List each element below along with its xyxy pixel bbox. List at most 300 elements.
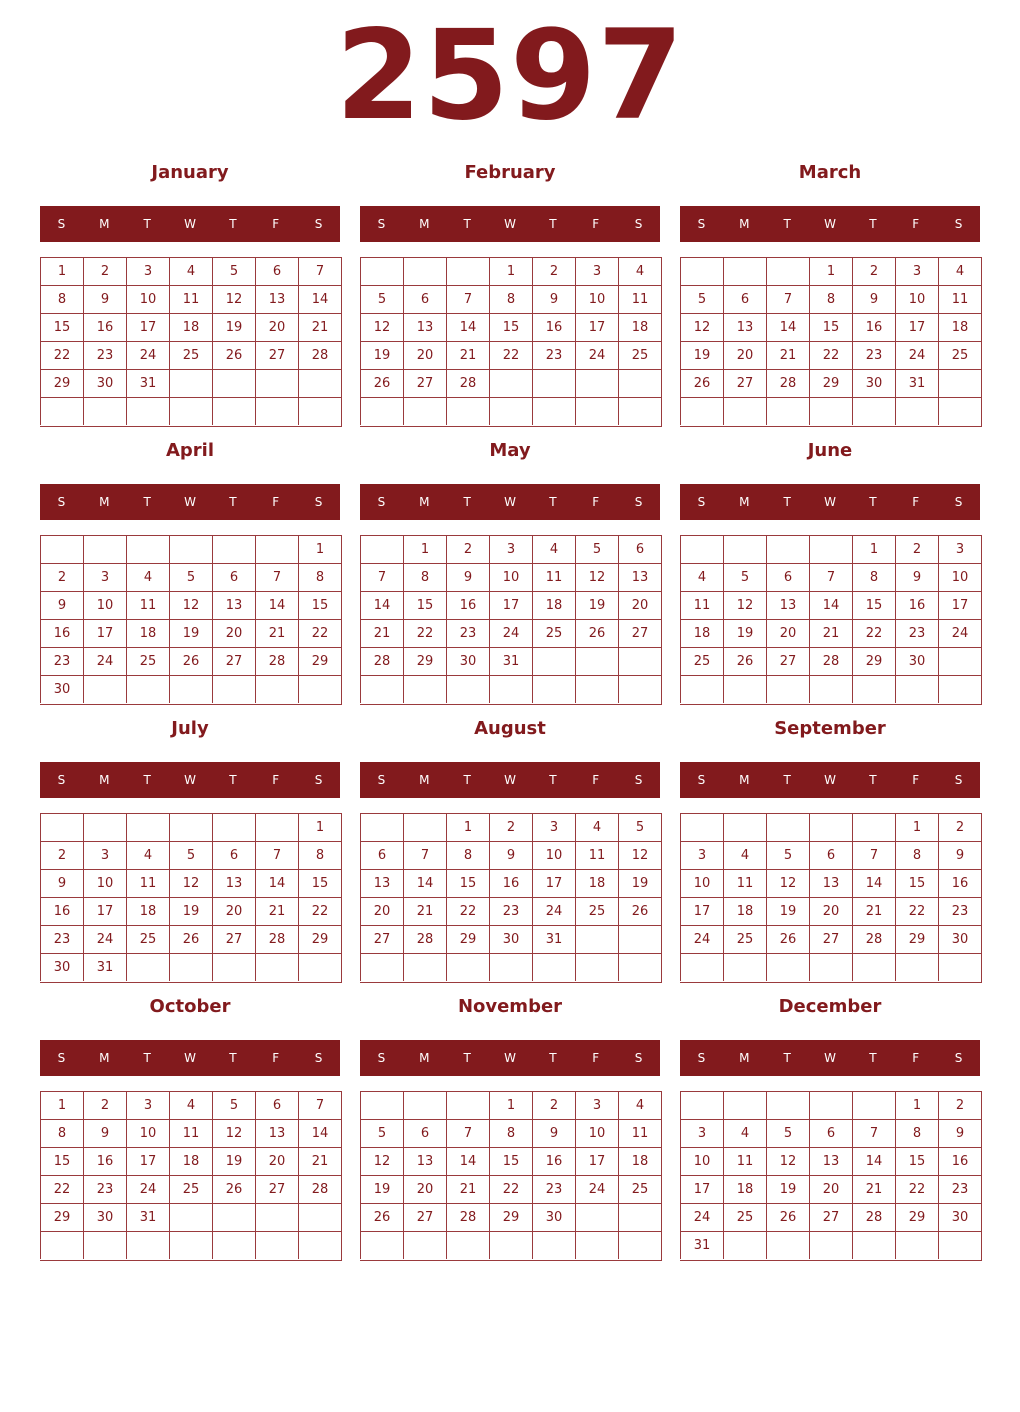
day-cell[interactable]: 1 <box>809 257 852 285</box>
day-cell[interactable]: 6 <box>403 285 446 313</box>
day-cell[interactable]: 5 <box>212 1091 255 1119</box>
day-cell[interactable]: 11 <box>126 869 169 897</box>
day-cell[interactable]: 3 <box>83 841 126 869</box>
day-cell[interactable]: 27 <box>212 647 255 675</box>
day-cell[interactable]: 27 <box>403 1203 446 1231</box>
day-cell[interactable]: 16 <box>83 313 126 341</box>
day-cell[interactable]: 12 <box>360 313 403 341</box>
day-cell[interactable]: 25 <box>723 1203 766 1231</box>
day-cell[interactable]: 25 <box>126 647 169 675</box>
day-cell[interactable]: 26 <box>618 897 661 925</box>
day-cell[interactable]: 14 <box>446 313 489 341</box>
day-cell[interactable]: 14 <box>852 1147 895 1175</box>
day-cell[interactable]: 10 <box>489 563 532 591</box>
day-cell[interactable]: 26 <box>169 647 212 675</box>
day-cell[interactable]: 23 <box>852 341 895 369</box>
day-cell[interactable]: 2 <box>40 563 83 591</box>
day-cell[interactable]: 15 <box>446 869 489 897</box>
day-cell[interactable]: 21 <box>446 1175 489 1203</box>
day-cell[interactable]: 13 <box>766 591 809 619</box>
day-cell[interactable]: 28 <box>446 1203 489 1231</box>
day-cell[interactable]: 10 <box>895 285 938 313</box>
day-cell[interactable]: 7 <box>403 841 446 869</box>
day-cell[interactable]: 12 <box>766 1147 809 1175</box>
day-cell[interactable]: 7 <box>298 1091 341 1119</box>
day-cell[interactable]: 31 <box>489 647 532 675</box>
day-cell[interactable]: 20 <box>255 1147 298 1175</box>
day-cell[interactable]: 7 <box>446 1119 489 1147</box>
day-cell[interactable]: 4 <box>126 841 169 869</box>
day-cell[interactable]: 17 <box>938 591 981 619</box>
day-cell[interactable]: 2 <box>83 257 126 285</box>
day-cell[interactable]: 8 <box>895 841 938 869</box>
day-cell[interactable]: 20 <box>766 619 809 647</box>
day-cell[interactable]: 22 <box>852 619 895 647</box>
day-cell[interactable]: 26 <box>766 925 809 953</box>
day-cell[interactable]: 13 <box>403 1147 446 1175</box>
day-cell[interactable]: 15 <box>852 591 895 619</box>
day-cell[interactable]: 11 <box>169 285 212 313</box>
day-cell[interactable]: 23 <box>489 897 532 925</box>
day-cell[interactable]: 24 <box>680 1203 723 1231</box>
day-cell[interactable]: 6 <box>212 563 255 591</box>
day-cell[interactable]: 19 <box>169 619 212 647</box>
day-cell[interactable]: 4 <box>575 813 618 841</box>
day-cell[interactable]: 16 <box>938 869 981 897</box>
day-cell[interactable]: 18 <box>575 869 618 897</box>
day-cell[interactable]: 23 <box>40 925 83 953</box>
day-cell[interactable]: 11 <box>532 563 575 591</box>
day-cell[interactable]: 3 <box>126 1091 169 1119</box>
day-cell[interactable]: 9 <box>532 1119 575 1147</box>
day-cell[interactable]: 5 <box>169 841 212 869</box>
day-cell[interactable]: 7 <box>852 841 895 869</box>
day-cell[interactable]: 31 <box>680 1231 723 1259</box>
day-cell[interactable]: 6 <box>255 257 298 285</box>
day-cell[interactable]: 21 <box>298 1147 341 1175</box>
day-cell[interactable]: 25 <box>126 925 169 953</box>
day-cell[interactable]: 9 <box>532 285 575 313</box>
day-cell[interactable]: 14 <box>403 869 446 897</box>
day-cell[interactable]: 20 <box>618 591 661 619</box>
day-cell[interactable]: 31 <box>126 369 169 397</box>
day-cell[interactable]: 9 <box>40 591 83 619</box>
day-cell[interactable]: 13 <box>809 1147 852 1175</box>
day-cell[interactable]: 20 <box>809 1175 852 1203</box>
day-cell[interactable]: 30 <box>938 925 981 953</box>
day-cell[interactable]: 4 <box>723 1119 766 1147</box>
day-cell[interactable]: 22 <box>298 619 341 647</box>
day-cell[interactable]: 28 <box>766 369 809 397</box>
day-cell[interactable]: 23 <box>83 341 126 369</box>
day-cell[interactable]: 16 <box>938 1147 981 1175</box>
day-cell[interactable]: 17 <box>575 1147 618 1175</box>
day-cell[interactable]: 26 <box>723 647 766 675</box>
day-cell[interactable]: 8 <box>489 285 532 313</box>
day-cell[interactable]: 10 <box>575 1119 618 1147</box>
day-cell[interactable]: 24 <box>680 925 723 953</box>
day-cell[interactable]: 22 <box>489 1175 532 1203</box>
day-cell[interactable]: 31 <box>895 369 938 397</box>
day-cell[interactable]: 8 <box>403 563 446 591</box>
day-cell[interactable]: 21 <box>766 341 809 369</box>
day-cell[interactable]: 16 <box>532 313 575 341</box>
day-cell[interactable]: 30 <box>40 675 83 703</box>
day-cell[interactable]: 23 <box>938 1175 981 1203</box>
day-cell[interactable]: 1 <box>40 257 83 285</box>
day-cell[interactable]: 24 <box>126 341 169 369</box>
day-cell[interactable]: 11 <box>723 1147 766 1175</box>
day-cell[interactable]: 28 <box>360 647 403 675</box>
day-cell[interactable]: 28 <box>852 1203 895 1231</box>
day-cell[interactable]: 4 <box>618 257 661 285</box>
day-cell[interactable]: 8 <box>852 563 895 591</box>
day-cell[interactable]: 21 <box>255 619 298 647</box>
day-cell[interactable]: 13 <box>723 313 766 341</box>
day-cell[interactable]: 22 <box>809 341 852 369</box>
day-cell[interactable]: 15 <box>298 869 341 897</box>
day-cell[interactable]: 15 <box>403 591 446 619</box>
day-cell[interactable]: 12 <box>169 591 212 619</box>
day-cell[interactable]: 18 <box>618 1147 661 1175</box>
day-cell[interactable]: 14 <box>255 591 298 619</box>
day-cell[interactable]: 16 <box>40 897 83 925</box>
day-cell[interactable]: 13 <box>212 869 255 897</box>
day-cell[interactable]: 13 <box>360 869 403 897</box>
day-cell[interactable]: 3 <box>895 257 938 285</box>
day-cell[interactable]: 19 <box>575 591 618 619</box>
day-cell[interactable]: 12 <box>680 313 723 341</box>
day-cell[interactable]: 5 <box>169 563 212 591</box>
day-cell[interactable]: 18 <box>618 313 661 341</box>
day-cell[interactable]: 4 <box>618 1091 661 1119</box>
day-cell[interactable]: 30 <box>895 647 938 675</box>
day-cell[interactable]: 7 <box>255 841 298 869</box>
day-cell[interactable]: 8 <box>40 1119 83 1147</box>
day-cell[interactable]: 28 <box>403 925 446 953</box>
day-cell[interactable]: 29 <box>40 369 83 397</box>
day-cell[interactable]: 28 <box>255 925 298 953</box>
day-cell[interactable]: 26 <box>360 369 403 397</box>
day-cell[interactable]: 10 <box>126 285 169 313</box>
day-cell[interactable]: 23 <box>895 619 938 647</box>
day-cell[interactable]: 30 <box>938 1203 981 1231</box>
day-cell[interactable]: 22 <box>40 341 83 369</box>
day-cell[interactable]: 9 <box>489 841 532 869</box>
day-cell[interactable]: 18 <box>532 591 575 619</box>
day-cell[interactable]: 26 <box>169 925 212 953</box>
day-cell[interactable]: 2 <box>895 535 938 563</box>
day-cell[interactable]: 27 <box>809 925 852 953</box>
day-cell[interactable]: 21 <box>852 1175 895 1203</box>
day-cell[interactable]: 20 <box>360 897 403 925</box>
day-cell[interactable]: 15 <box>40 313 83 341</box>
day-cell[interactable]: 3 <box>680 1119 723 1147</box>
day-cell[interactable]: 27 <box>809 1203 852 1231</box>
day-cell[interactable]: 15 <box>809 313 852 341</box>
day-cell[interactable]: 19 <box>766 1175 809 1203</box>
day-cell[interactable]: 13 <box>403 313 446 341</box>
day-cell[interactable]: 3 <box>575 257 618 285</box>
day-cell[interactable]: 5 <box>618 813 661 841</box>
day-cell[interactable]: 18 <box>723 897 766 925</box>
day-cell[interactable]: 10 <box>575 285 618 313</box>
day-cell[interactable]: 15 <box>895 869 938 897</box>
day-cell[interactable]: 1 <box>895 813 938 841</box>
day-cell[interactable]: 20 <box>255 313 298 341</box>
day-cell[interactable]: 9 <box>446 563 489 591</box>
day-cell[interactable]: 27 <box>255 341 298 369</box>
day-cell[interactable]: 28 <box>298 1175 341 1203</box>
day-cell[interactable]: 19 <box>680 341 723 369</box>
day-cell[interactable]: 27 <box>403 369 446 397</box>
day-cell[interactable]: 1 <box>298 813 341 841</box>
day-cell[interactable]: 8 <box>40 285 83 313</box>
day-cell[interactable]: 21 <box>809 619 852 647</box>
day-cell[interactable]: 2 <box>489 813 532 841</box>
day-cell[interactable]: 26 <box>766 1203 809 1231</box>
day-cell[interactable]: 28 <box>298 341 341 369</box>
day-cell[interactable]: 13 <box>618 563 661 591</box>
day-cell[interactable]: 29 <box>852 647 895 675</box>
day-cell[interactable]: 1 <box>852 535 895 563</box>
day-cell[interactable]: 10 <box>83 591 126 619</box>
day-cell[interactable]: 21 <box>360 619 403 647</box>
day-cell[interactable]: 21 <box>298 313 341 341</box>
day-cell[interactable]: 4 <box>938 257 981 285</box>
day-cell[interactable]: 28 <box>852 925 895 953</box>
day-cell[interactable]: 3 <box>489 535 532 563</box>
day-cell[interactable]: 27 <box>212 925 255 953</box>
day-cell[interactable]: 24 <box>575 1175 618 1203</box>
day-cell[interactable]: 2 <box>938 1091 981 1119</box>
day-cell[interactable]: 2 <box>446 535 489 563</box>
day-cell[interactable]: 11 <box>938 285 981 313</box>
day-cell[interactable]: 25 <box>575 897 618 925</box>
day-cell[interactable]: 20 <box>809 897 852 925</box>
day-cell[interactable]: 10 <box>680 1147 723 1175</box>
day-cell[interactable]: 7 <box>360 563 403 591</box>
day-cell[interactable]: 24 <box>126 1175 169 1203</box>
day-cell[interactable]: 29 <box>809 369 852 397</box>
day-cell[interactable]: 23 <box>83 1175 126 1203</box>
day-cell[interactable]: 14 <box>298 1119 341 1147</box>
day-cell[interactable]: 16 <box>532 1147 575 1175</box>
day-cell[interactable]: 17 <box>126 1147 169 1175</box>
day-cell[interactable]: 7 <box>255 563 298 591</box>
day-cell[interactable]: 3 <box>532 813 575 841</box>
day-cell[interactable]: 28 <box>446 369 489 397</box>
day-cell[interactable]: 20 <box>403 341 446 369</box>
day-cell[interactable]: 5 <box>723 563 766 591</box>
day-cell[interactable]: 8 <box>298 563 341 591</box>
day-cell[interactable]: 22 <box>489 341 532 369</box>
day-cell[interactable]: 2 <box>938 813 981 841</box>
day-cell[interactable]: 12 <box>169 869 212 897</box>
day-cell[interactable]: 18 <box>169 1147 212 1175</box>
day-cell[interactable]: 19 <box>723 619 766 647</box>
day-cell[interactable]: 20 <box>723 341 766 369</box>
day-cell[interactable]: 9 <box>40 869 83 897</box>
day-cell[interactable]: 25 <box>532 619 575 647</box>
day-cell[interactable]: 8 <box>895 1119 938 1147</box>
day-cell[interactable]: 25 <box>169 341 212 369</box>
day-cell[interactable]: 11 <box>680 591 723 619</box>
day-cell[interactable]: 7 <box>852 1119 895 1147</box>
day-cell[interactable]: 14 <box>766 313 809 341</box>
day-cell[interactable]: 15 <box>40 1147 83 1175</box>
day-cell[interactable]: 12 <box>212 1119 255 1147</box>
day-cell[interactable]: 30 <box>83 369 126 397</box>
day-cell[interactable]: 26 <box>575 619 618 647</box>
day-cell[interactable]: 11 <box>126 591 169 619</box>
day-cell[interactable]: 7 <box>766 285 809 313</box>
day-cell[interactable]: 29 <box>446 925 489 953</box>
day-cell[interactable]: 16 <box>83 1147 126 1175</box>
day-cell[interactable]: 14 <box>852 869 895 897</box>
day-cell[interactable]: 2 <box>532 1091 575 1119</box>
day-cell[interactable]: 24 <box>532 897 575 925</box>
day-cell[interactable]: 5 <box>575 535 618 563</box>
day-cell[interactable]: 5 <box>766 1119 809 1147</box>
day-cell[interactable]: 22 <box>895 1175 938 1203</box>
day-cell[interactable]: 15 <box>298 591 341 619</box>
day-cell[interactable]: 10 <box>83 869 126 897</box>
day-cell[interactable]: 1 <box>403 535 446 563</box>
day-cell[interactable]: 26 <box>680 369 723 397</box>
day-cell[interactable]: 27 <box>618 619 661 647</box>
day-cell[interactable]: 8 <box>446 841 489 869</box>
day-cell[interactable]: 2 <box>83 1091 126 1119</box>
day-cell[interactable]: 19 <box>212 1147 255 1175</box>
day-cell[interactable]: 6 <box>723 285 766 313</box>
day-cell[interactable]: 14 <box>360 591 403 619</box>
day-cell[interactable]: 27 <box>360 925 403 953</box>
day-cell[interactable]: 12 <box>723 591 766 619</box>
day-cell[interactable]: 27 <box>255 1175 298 1203</box>
day-cell[interactable]: 4 <box>532 535 575 563</box>
day-cell[interactable]: 18 <box>680 619 723 647</box>
day-cell[interactable]: 22 <box>40 1175 83 1203</box>
day-cell[interactable]: 15 <box>895 1147 938 1175</box>
day-cell[interactable]: 9 <box>83 1119 126 1147</box>
day-cell[interactable]: 29 <box>40 1203 83 1231</box>
day-cell[interactable]: 21 <box>446 341 489 369</box>
day-cell[interactable]: 15 <box>489 313 532 341</box>
day-cell[interactable]: 17 <box>489 591 532 619</box>
day-cell[interactable]: 16 <box>489 869 532 897</box>
day-cell[interactable]: 14 <box>809 591 852 619</box>
day-cell[interactable]: 8 <box>809 285 852 313</box>
day-cell[interactable]: 23 <box>446 619 489 647</box>
day-cell[interactable]: 17 <box>532 869 575 897</box>
day-cell[interactable]: 22 <box>403 619 446 647</box>
day-cell[interactable]: 17 <box>680 1175 723 1203</box>
day-cell[interactable]: 25 <box>618 1175 661 1203</box>
day-cell[interactable]: 13 <box>255 1119 298 1147</box>
day-cell[interactable]: 11 <box>169 1119 212 1147</box>
day-cell[interactable]: 12 <box>766 869 809 897</box>
day-cell[interactable]: 29 <box>403 647 446 675</box>
day-cell[interactable]: 30 <box>489 925 532 953</box>
day-cell[interactable]: 29 <box>298 925 341 953</box>
day-cell[interactable]: 19 <box>360 341 403 369</box>
day-cell[interactable]: 21 <box>255 897 298 925</box>
day-cell[interactable]: 19 <box>766 897 809 925</box>
day-cell[interactable]: 14 <box>255 869 298 897</box>
day-cell[interactable]: 31 <box>126 1203 169 1231</box>
day-cell[interactable]: 1 <box>446 813 489 841</box>
day-cell[interactable]: 16 <box>895 591 938 619</box>
day-cell[interactable]: 17 <box>83 897 126 925</box>
day-cell[interactable]: 13 <box>212 591 255 619</box>
day-cell[interactable]: 25 <box>618 341 661 369</box>
day-cell[interactable]: 6 <box>618 535 661 563</box>
day-cell[interactable]: 3 <box>680 841 723 869</box>
day-cell[interactable]: 22 <box>446 897 489 925</box>
day-cell[interactable]: 19 <box>360 1175 403 1203</box>
day-cell[interactable]: 3 <box>575 1091 618 1119</box>
day-cell[interactable]: 7 <box>446 285 489 313</box>
day-cell[interactable]: 19 <box>169 897 212 925</box>
day-cell[interactable]: 28 <box>255 647 298 675</box>
day-cell[interactable]: 6 <box>212 841 255 869</box>
day-cell[interactable]: 5 <box>766 841 809 869</box>
day-cell[interactable]: 23 <box>532 1175 575 1203</box>
day-cell[interactable]: 10 <box>938 563 981 591</box>
day-cell[interactable]: 9 <box>938 1119 981 1147</box>
day-cell[interactable]: 8 <box>489 1119 532 1147</box>
day-cell[interactable]: 6 <box>403 1119 446 1147</box>
day-cell[interactable]: 1 <box>489 1091 532 1119</box>
day-cell[interactable]: 6 <box>766 563 809 591</box>
day-cell[interactable]: 6 <box>255 1091 298 1119</box>
day-cell[interactable]: 22 <box>298 897 341 925</box>
day-cell[interactable]: 18 <box>126 619 169 647</box>
day-cell[interactable]: 4 <box>169 257 212 285</box>
day-cell[interactable]: 30 <box>852 369 895 397</box>
day-cell[interactable]: 16 <box>40 619 83 647</box>
day-cell[interactable]: 6 <box>809 841 852 869</box>
day-cell[interactable]: 13 <box>809 869 852 897</box>
day-cell[interactable]: 21 <box>852 897 895 925</box>
day-cell[interactable]: 20 <box>212 619 255 647</box>
day-cell[interactable]: 11 <box>723 869 766 897</box>
day-cell[interactable]: 17 <box>575 313 618 341</box>
day-cell[interactable]: 18 <box>126 897 169 925</box>
day-cell[interactable]: 25 <box>938 341 981 369</box>
day-cell[interactable]: 27 <box>723 369 766 397</box>
day-cell[interactable]: 12 <box>575 563 618 591</box>
day-cell[interactable]: 5 <box>212 257 255 285</box>
day-cell[interactable]: 7 <box>298 257 341 285</box>
day-cell[interactable]: 19 <box>618 869 661 897</box>
day-cell[interactable]: 25 <box>169 1175 212 1203</box>
day-cell[interactable]: 9 <box>895 563 938 591</box>
day-cell[interactable]: 17 <box>680 897 723 925</box>
day-cell[interactable]: 16 <box>852 313 895 341</box>
day-cell[interactable]: 20 <box>212 897 255 925</box>
day-cell[interactable]: 25 <box>680 647 723 675</box>
day-cell[interactable]: 1 <box>895 1091 938 1119</box>
day-cell[interactable]: 30 <box>532 1203 575 1231</box>
day-cell[interactable]: 14 <box>446 1147 489 1175</box>
day-cell[interactable]: 3 <box>83 563 126 591</box>
day-cell[interactable]: 9 <box>938 841 981 869</box>
day-cell[interactable]: 5 <box>360 285 403 313</box>
day-cell[interactable]: 17 <box>83 619 126 647</box>
day-cell[interactable]: 7 <box>809 563 852 591</box>
